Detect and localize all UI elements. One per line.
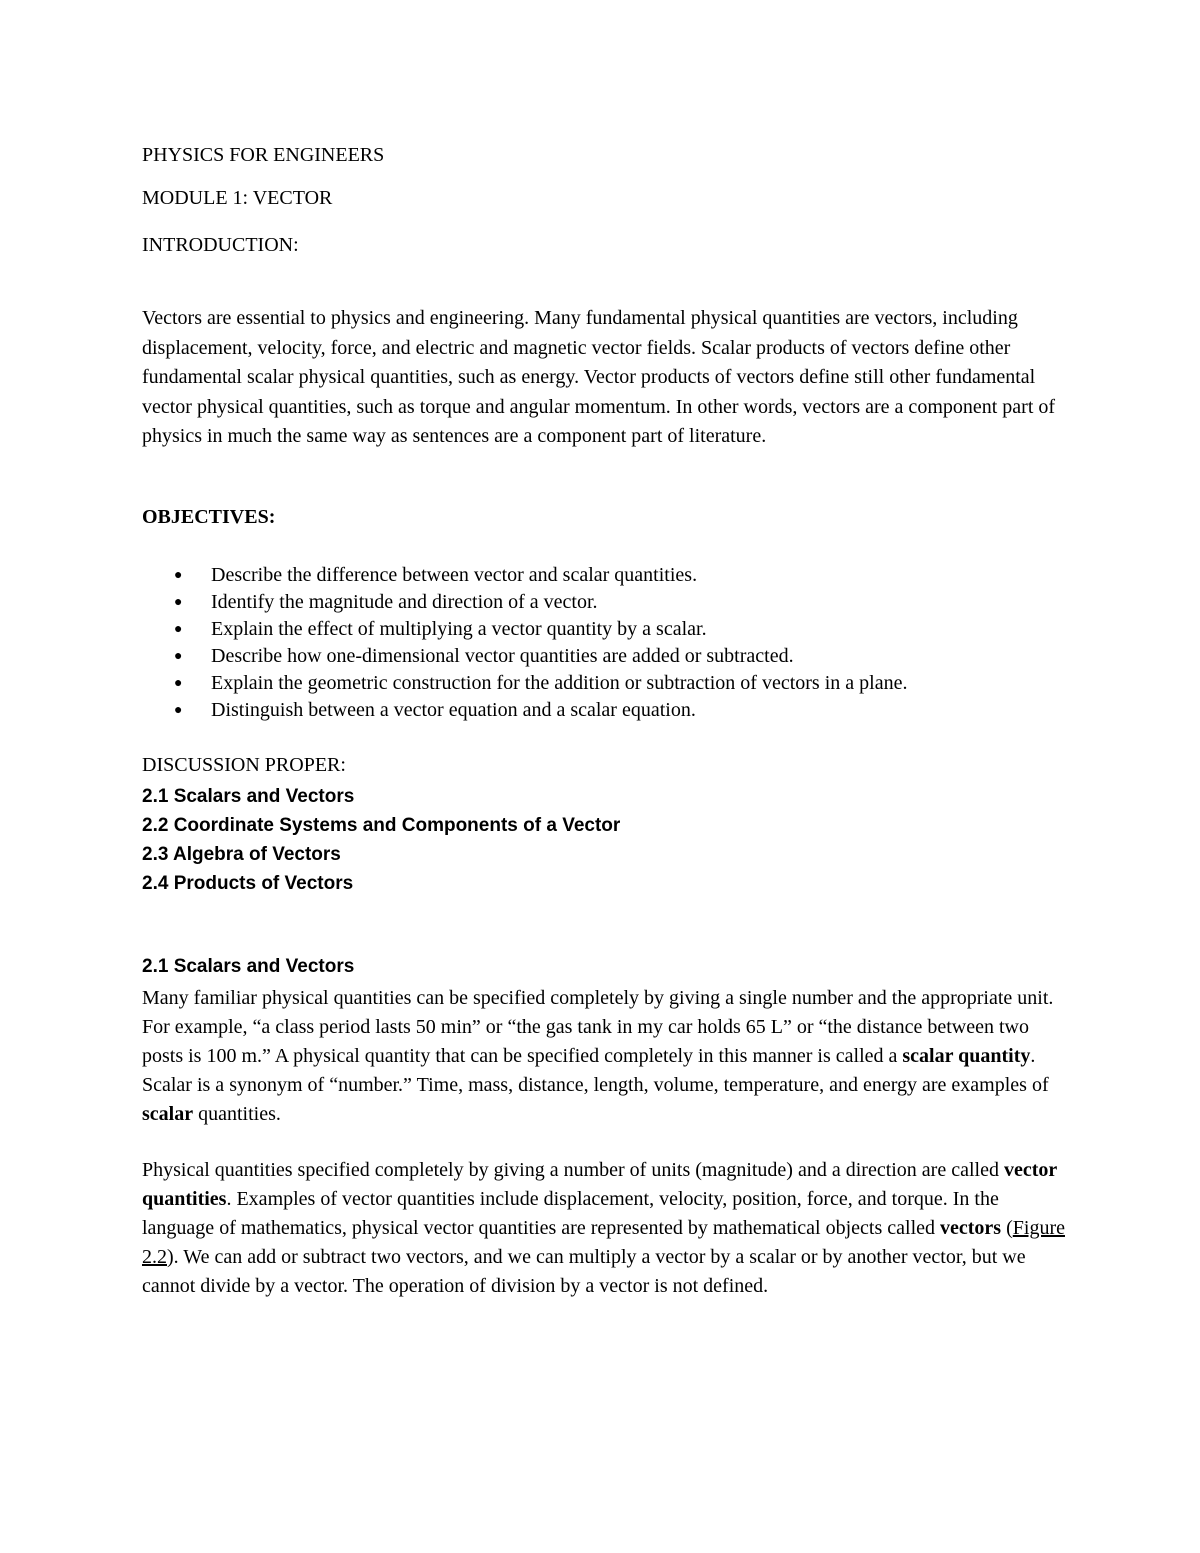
document-title: PHYSICS FOR ENGINEERS <box>142 144 385 166</box>
objective-item: ● Identify the magnitude and direction of a vector. <box>142 589 1072 616</box>
discussion-heading: DISCUSSION PROPER: <box>142 754 346 776</box>
section-list <box>142 782 620 898</box>
vector-quantities-term: vector quantities <box>142 1159 1057 1210</box>
bullet-icon: ● <box>174 676 183 691</box>
objective-item: ● Describe the difference between vector and scalar quantities. <box>142 562 1072 589</box>
scalar-term: scalar <box>142 1103 194 1125</box>
section-heading: 2.1 Scalars and Vectors <box>142 956 355 977</box>
objective-item: ● Describe how one-dimensional vector quantities are added or subtracted. <box>142 643 1072 670</box>
objective-item: ● Explain the effect of multiplying a vector quantity by a scalar. <box>142 616 1072 643</box>
section-list-item: 2.2 Coordinate Systems and Components of a Vector <box>142 815 621 836</box>
section-list-item: 2.4 Products of Vectors <box>142 873 354 894</box>
vectors-term: vectors <box>940 1217 1002 1239</box>
objective-item: ● Distinguish between a vector equation and a scalar equation. <box>142 697 1072 724</box>
scalar-quantity-term: scalar quantity <box>902 1045 1031 1067</box>
bullet-icon: ● <box>174 649 183 664</box>
section-list-item: 2.3 Algebra of Vectors <box>142 844 341 865</box>
bullet-icon: ● <box>174 622 183 637</box>
section-list-item: 2.1 Scalars and Vectors <box>142 786 355 807</box>
scalar-paragraph: Many familiar physical quantities can be specified completely by giving a single number and the appropriate unit. For example, “a class period lasts 50 min” or “the gas tank in my car holds 65 L” or “the distance between two posts is 100 m.” A physical quantity that can be specified completely in this manner is called a scalar quantity. Scalar is a synonym of “number.” Time, mass, distance, length, volume, temperature, and energy are examples of scalar quantities. <box>142 987 1054 1125</box>
figure-link[interactable]: Figure 2.2 <box>142 1217 1065 1268</box>
vector-paragraph: Physical quantities specified completely by giving a number of units (magnitude) and a direction are called vector quantities. Examples of vector quantities include displacement, velocity, position, force, and torque. In the language of mathematics, physical vector quantities are represented by mathematical objects called vectors (Figure 2.2). We can add or subtract two vectors, and we can multiply a vector by a scalar or by another vector, but we cannot divide by a vector. The operation of division by a vector is not defined. <box>142 1159 1065 1297</box>
objectives-heading: OBJECTIVES: <box>142 506 276 528</box>
module-heading: MODULE 1: VECTOR <box>142 187 333 209</box>
bullet-icon: ● <box>174 703 183 718</box>
bullet-icon: ● <box>174 595 183 610</box>
bullet-icon: ● <box>174 568 183 583</box>
objectives-list <box>142 562 1072 724</box>
introduction-paragraph: Vectors are essential to physics and engineering. Many fundamental physical quantities are vectors, including displacement, velocity, force, and electric and magnetic vector fields. Scalar products of vectors define other fundamental scalar physical quantities, such as energy. Vector products of vectors define still other fundamental vector physical quantities, such as torque and angular momentum. In other words, vectors are a component part of physics in much the same way as sentences are a component part of literature. <box>142 307 1056 448</box>
objective-item: ● Explain the geometric construction for the addition or subtraction of vectors in a plane. <box>142 670 1072 697</box>
introduction-heading: INTRODUCTION: <box>142 234 299 256</box>
